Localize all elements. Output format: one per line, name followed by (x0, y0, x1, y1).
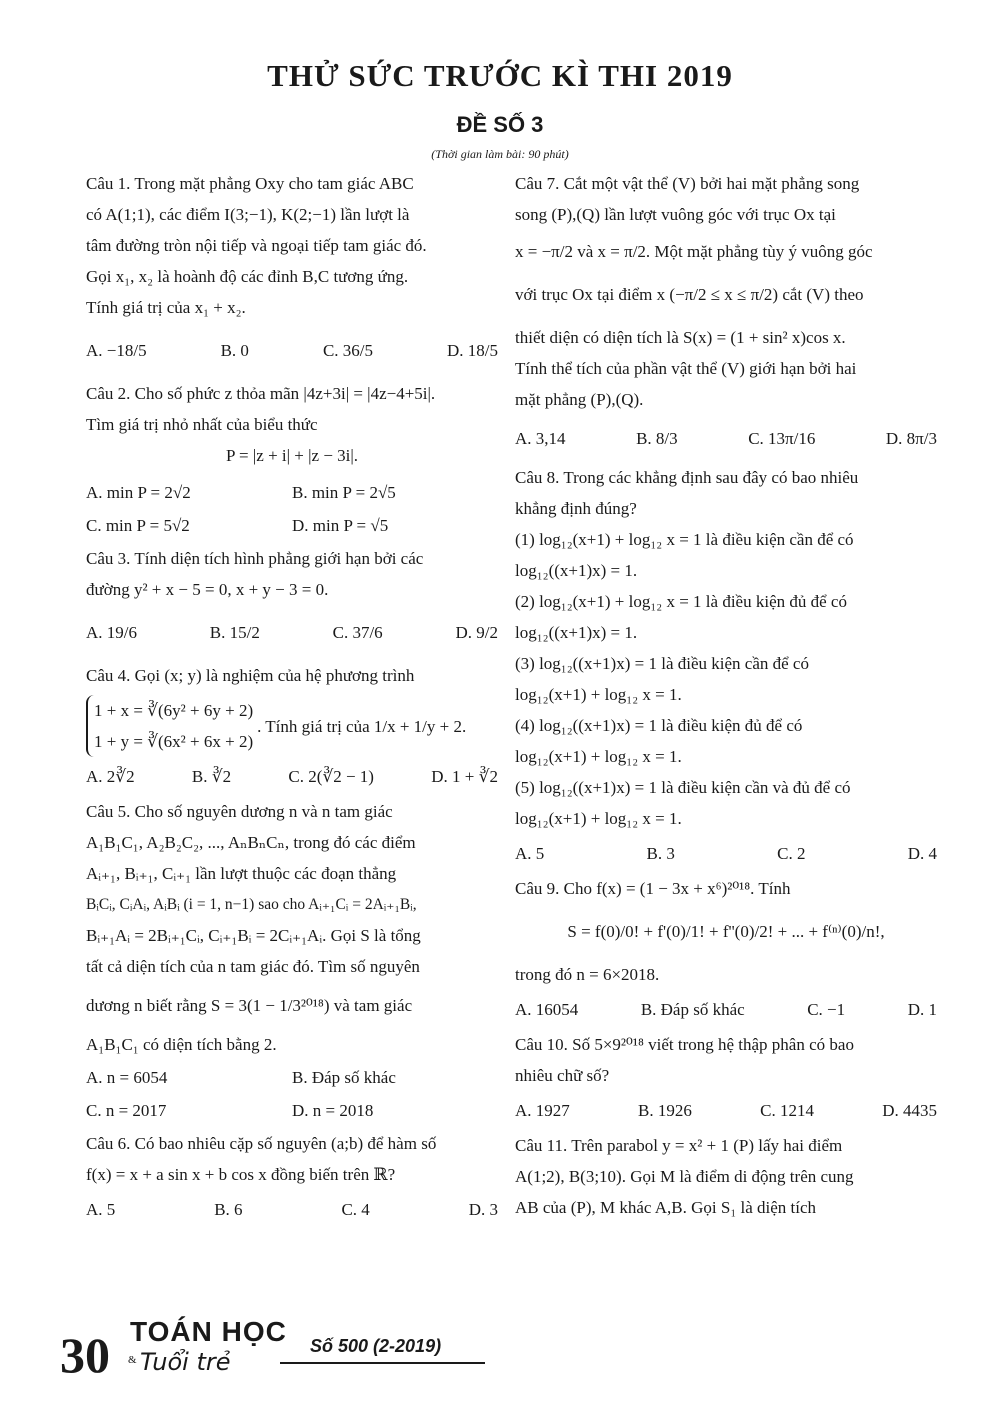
option-d: D. 8π/3 (885, 429, 937, 448)
question-text: Aᵢ₊₁, Bᵢ₊₁, Cᵢ₊₁ lần lượt thuộc các đoạn thẳng (86, 864, 397, 883)
statement-3: (3) log₁₂((x+1)x) = 1 là điều kiện cần để có (515, 654, 809, 673)
option-a: A. 3,14 (515, 429, 566, 448)
question-label: Câu 3. (86, 549, 131, 568)
option-c: C. −1 (807, 1000, 846, 1019)
question-text: Gọi x₁, x₂ là hoành độ các đỉnh B,C tương ứng. (86, 267, 409, 286)
option-b: B. 8/3 (636, 429, 678, 448)
question-label: Câu 5. (86, 802, 131, 821)
statement-1-cont: log₁₂((x+1)x) = 1. (515, 561, 638, 580)
question-6 (86, 1128, 498, 1225)
option-b: B. Đáp số khác (640, 1000, 745, 1019)
option-b: B. 3 (646, 844, 675, 863)
question-2 (86, 378, 498, 541)
exam-number: ĐỀ SỐ 3 (456, 112, 544, 137)
magazine-logo-top: TOÁN HỌC (130, 1316, 287, 1347)
question-text: . Tính giá trị của 1/x + 1/y + 2. (257, 716, 467, 736)
option-a: A. 5 (515, 844, 545, 863)
question-text: có A(1;1), các điểm I(3;−1), K(2;−1) lần lượt là (86, 205, 410, 224)
question-text: A₁B₁C₁ có diện tích bằng 2. (86, 1035, 277, 1054)
option-b: B. 15/2 (209, 623, 260, 642)
option-d: D. 4 (907, 844, 937, 863)
statement-1: (1) log₁₂(x+1) + log₁₂ x = 1 là điều kiện cần để có (515, 530, 854, 549)
question-text: dương n biết rằng S = 3(1 − 1/3²⁰¹⁸) và tam giác (86, 996, 413, 1015)
question-text: x = −π/2 và x = π/2. Một mặt phẳng tùy ý vuông góc (515, 242, 873, 261)
question-text: Cho số nguyên dương n và n tam giác (134, 802, 393, 821)
statement-5-cont: log₁₂(x+1) + log₁₂ x = 1. (515, 809, 682, 828)
question-text: Cho số phức z thỏa mãn |4z+3i| = |4z−4+5i|. (134, 384, 436, 403)
question-text: A₁B₁C₁, A₂B₂C₂, ..., AₙBₙCₙ, trong đó các điểm (86, 833, 416, 852)
question-text: song (P),(Q) lần lượt vuông góc với trục Ox tại (515, 205, 836, 224)
question-11 (515, 1130, 937, 1223)
question-text: tâm đường tròn nội tiếp và ngoại tiếp tam giác đó. (86, 236, 427, 255)
question-text: AB của (P), M khác A,B. Gọi S₁ là diện tích (515, 1198, 817, 1217)
question-text: Tính giá trị của x₁ + x₂. (86, 298, 246, 317)
statement-2-cont: log₁₂((x+1)x) = 1. (515, 623, 638, 642)
magazine-logo-amp: & (128, 1354, 137, 1366)
option-c: C. 4 (341, 1200, 370, 1219)
statement-4: (4) log₁₂((x+1)x) = 1 là điều kiện đủ để có (515, 716, 803, 735)
question-5 (86, 796, 498, 1126)
statement-3-cont: log₁₂(x+1) + log₁₂ x = 1. (515, 685, 682, 704)
option-c: C. 2(∛2 − 1) (288, 767, 374, 786)
page-title: THỬ SỨC TRƯỚC KÌ THI 2019 (267, 58, 733, 93)
question-9 (515, 873, 937, 1025)
question-3 (86, 543, 498, 648)
option-a: A. n = 6054 (86, 1068, 168, 1087)
option-b: B. 1926 (638, 1101, 692, 1120)
question-text: Trong các khẳng định sau đây có bao nhiêu (563, 468, 859, 487)
magazine-logo-bottom: Tuổi trẻ (140, 1348, 231, 1376)
option-d: D. 1 (907, 1000, 937, 1019)
option-b: B. min P = 2√5 (292, 483, 396, 502)
question-text: đường y² + x − 5 = 0, x + y − 3 = 0. (86, 580, 329, 599)
system-equation-2: 1 + y = ∛(6x² + 6x + 2) (94, 732, 254, 751)
question-label: Câu 11. (515, 1136, 568, 1155)
option-a: A. min P = 2√2 (86, 483, 191, 502)
option-c: C. n = 2017 (86, 1101, 167, 1120)
question-1 (86, 168, 498, 366)
question-text: thiết diện có diện tích là S(x) = (1 + sin² x)cos x. (515, 328, 846, 347)
question-text: tất cả diện tích của n tam giác đó. Tìm số nguyên (86, 957, 420, 976)
option-b: B. 0 (220, 341, 249, 360)
statement-4-cont: log₁₂(x+1) + log₁₂ x = 1. (515, 747, 682, 766)
question-text: BᵢCᵢ, CᵢAᵢ, AᵢBᵢ (i = 1, n−1) sao cho Aᵢ₊₁Cᵢ = 2Aᵢ₊₁Bᵢ, (86, 896, 417, 913)
question-8 (515, 462, 937, 869)
question-text: Cắt một vật thể (V) bởi hai mặt phẳng song (563, 174, 860, 193)
footer-rule (280, 1362, 485, 1364)
question-text: trong đó n = 6×2018. (515, 965, 660, 984)
question-text: với trục Ox tại điểm x (−π/2 ≤ x ≤ π/2) cắt (V) theo (515, 285, 864, 304)
question-10 (515, 1029, 937, 1126)
question-text: nhiêu chữ số? (515, 1066, 610, 1085)
option-a: A. 2∛2 (86, 767, 135, 786)
issue-number: Số 500 (2-2019) (310, 1336, 442, 1356)
option-d: D. n = 2018 (292, 1101, 374, 1120)
statement-5: (5) log₁₂((x+1)x) = 1 là điều kiện cần và đủ để có (515, 778, 851, 797)
option-c: C. 1214 (760, 1101, 814, 1120)
option-b: B. ∛2 (191, 767, 232, 786)
question-4 (86, 660, 498, 792)
option-c: C. 36/5 (322, 341, 373, 360)
option-d: D. min P = √5 (292, 516, 389, 535)
statement-2: (2) log₁₂(x+1) + log₁₂ x = 1 là điều kiện đủ để có (515, 592, 847, 611)
option-c: C. 2 (777, 844, 806, 863)
question-text: Tìm giá trị nhỏ nhất của biểu thức (86, 415, 318, 434)
option-a: A. 5 (86, 1200, 116, 1219)
question-text: Cho f(x) = (1 − 3x + x⁶)²⁰¹⁸. Tính (563, 879, 791, 898)
question-7 (515, 168, 937, 454)
question-text: Tính diện tích hình phẳng giới hạn bởi các (134, 549, 424, 568)
question-label: Câu 9. (515, 879, 560, 898)
option-d: D. 3 (468, 1200, 498, 1219)
question-label: Câu 8. (515, 468, 560, 487)
option-a: A. 19/6 (86, 623, 137, 642)
question-text: Gọi (x; y) là nghiệm của hệ phương trình (134, 666, 415, 685)
system-equation-1: 1 + x = ∛(6y² + 6y + 2) (94, 701, 254, 720)
right-column (515, 168, 937, 1223)
option-a: A. 1927 (515, 1101, 570, 1120)
question-text: f(x) = x + a sin x + b cos x đồng biến trên ℝ? (86, 1165, 396, 1184)
question-label: Câu 6. (86, 1134, 131, 1153)
question-label: Câu 1. (86, 174, 131, 193)
option-c: C. min P = 5√2 (86, 516, 190, 535)
option-d: D. 1 + ∛2 (431, 767, 498, 786)
left-column (86, 168, 498, 1229)
question-text: Số 5×9²⁰¹⁸ viết trong hệ thập phân có bao (572, 1035, 854, 1054)
page-footer (60, 1312, 960, 1392)
question-text: Có bao nhiêu cặp số nguyên (a;b) để hàm số (134, 1134, 437, 1153)
question-text: A(1;2), B(3;10). Gọi M là điểm di động trên cung (515, 1167, 854, 1186)
option-b: B. Đáp số khác (292, 1068, 396, 1087)
equation: S = f(0)/0! + f'(0)/1! + f''(0)/2! + ... + f⁽ⁿ⁾(0)/n!, (567, 922, 885, 941)
page-number: 30 (60, 1327, 110, 1383)
equation: P = |z + i| + |z − 3i|. (225, 446, 359, 465)
question-label: Câu 7. (515, 174, 560, 193)
question-label: Câu 4. (86, 666, 131, 685)
question-text: Tính thể tích của phần vật thể (V) giới hạn bởi hai (515, 359, 857, 378)
question-text: Trên parabol y = x² + 1 (P) lấy hai điểm (571, 1136, 843, 1155)
option-d: D. 18/5 (447, 341, 498, 360)
option-b: B. 6 (214, 1200, 243, 1219)
question-label: Câu 2. (86, 384, 131, 403)
question-text: Bᵢ₊₁Aᵢ = 2Bᵢ₊₁Cᵢ, Cᵢ₊₁Bᵢ = 2Cᵢ₊₁Aᵢ. Gọi S là tổng (86, 926, 421, 945)
question-text: mặt phẳng (P),(Q). (515, 390, 644, 409)
option-c: C. 13π/16 (748, 429, 816, 448)
option-a: A. 16054 (515, 1000, 579, 1019)
question-text: khẳng định đúng? (515, 499, 637, 518)
option-a: A. −18/5 (86, 341, 147, 360)
question-text: Trong mặt phẳng Oxy cho tam giác ABC (134, 174, 414, 193)
question-label: Câu 10. (515, 1035, 568, 1054)
option-d: D. 9/2 (455, 623, 498, 642)
exam-duration: (Thời gian làm bài: 90 phút) (431, 147, 569, 161)
option-d: D. 4435 (882, 1101, 937, 1120)
option-c: C. 37/6 (332, 623, 383, 642)
